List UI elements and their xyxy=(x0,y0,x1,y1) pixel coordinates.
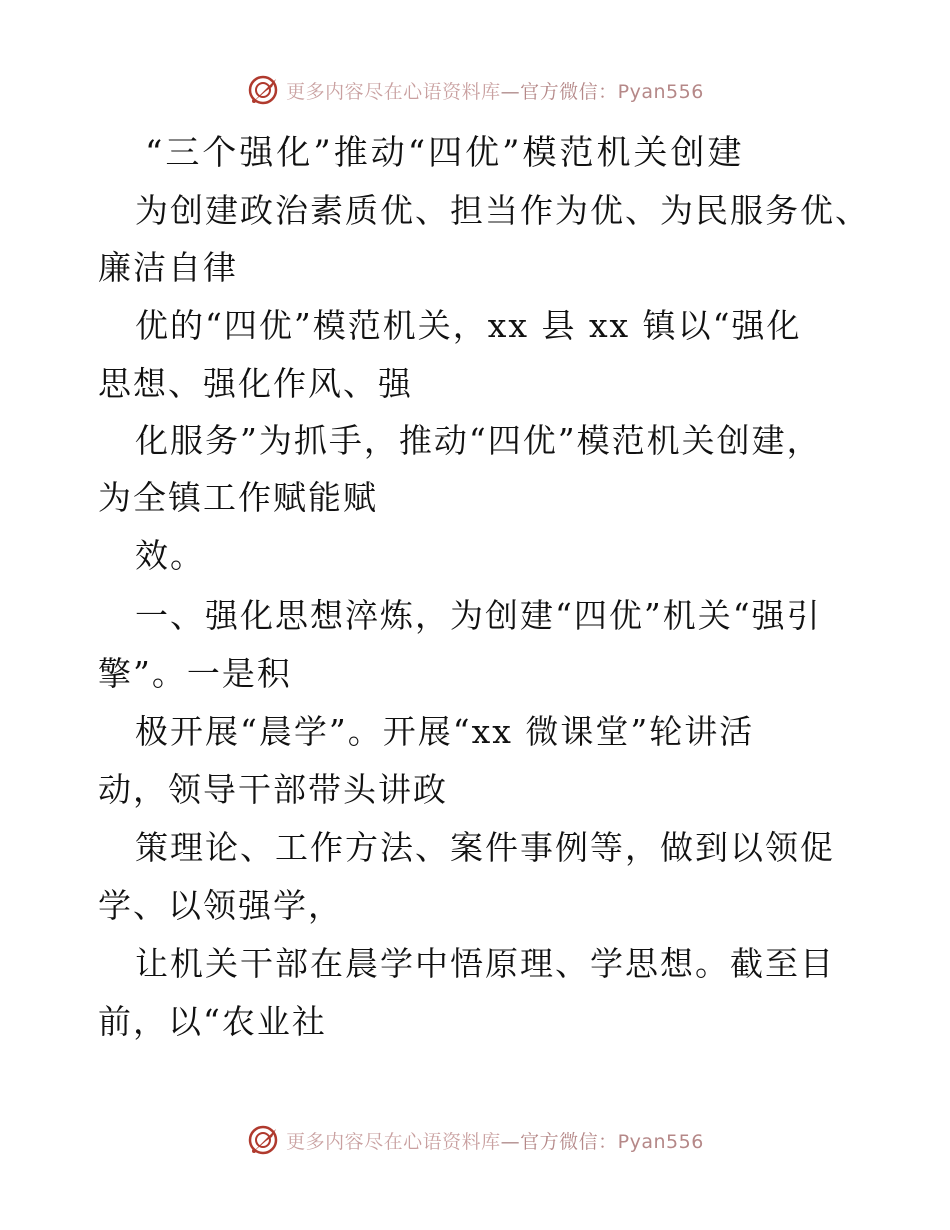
watermark-wechat: 官方微信：Pyan556 xyxy=(520,1130,704,1153)
body-line: 让机关干部在晨学中悟原理、学思想。截至目 xyxy=(135,944,835,983)
footer-watermark xyxy=(0,1120,950,1160)
document-title: “三个强化”推动“四优”模范机关创建 xyxy=(145,133,745,173)
watermark-separator: — xyxy=(500,80,521,103)
header-watermark xyxy=(0,70,950,110)
body-line: 效。 xyxy=(135,536,205,575)
body-line: 学、以领强学， xyxy=(98,886,343,925)
body-line: 策理论、工作方法、案件事例等，做到以领促 xyxy=(135,828,835,867)
watermark-brand: 更多内容尽在心语资料库 xyxy=(286,1130,501,1153)
watermark-wechat: 官方微信：Pyan556 xyxy=(520,80,704,103)
body-line: 前，以“农业社 xyxy=(98,1002,327,1041)
body-line: 化服务”为抓手，推动“四优”模范机关创建， xyxy=(135,421,822,460)
quill-logo-icon xyxy=(246,1123,280,1157)
body-line: 动，领导干部带头讲政 xyxy=(98,770,448,809)
body-line: 擎”。一是积 xyxy=(98,654,292,693)
body-line: 廉洁自律 xyxy=(98,248,238,287)
watermark-separator: — xyxy=(500,1130,521,1153)
body-line: 思想、强化作风、强 xyxy=(98,364,413,403)
watermark-brand: 更多内容尽在心语资料库 xyxy=(286,80,501,103)
body-line: 优的“四优”模范机关，xx 县 xx 镇以“强化 xyxy=(135,306,802,345)
body-line: 为创建政治素质优、担当作为优、为民服务优、 xyxy=(135,191,870,230)
watermark-text xyxy=(286,1127,704,1154)
watermark-text xyxy=(286,77,704,104)
body-line: 极开展“晨学”。开展“xx 微课堂”轮讲活 xyxy=(135,712,755,751)
section-heading-line: 一、强化思想淬炼，为创建“四优”机关“强引 xyxy=(135,596,822,635)
body-line: 为全镇工作赋能赋 xyxy=(98,478,378,517)
quill-logo-icon xyxy=(246,73,280,107)
